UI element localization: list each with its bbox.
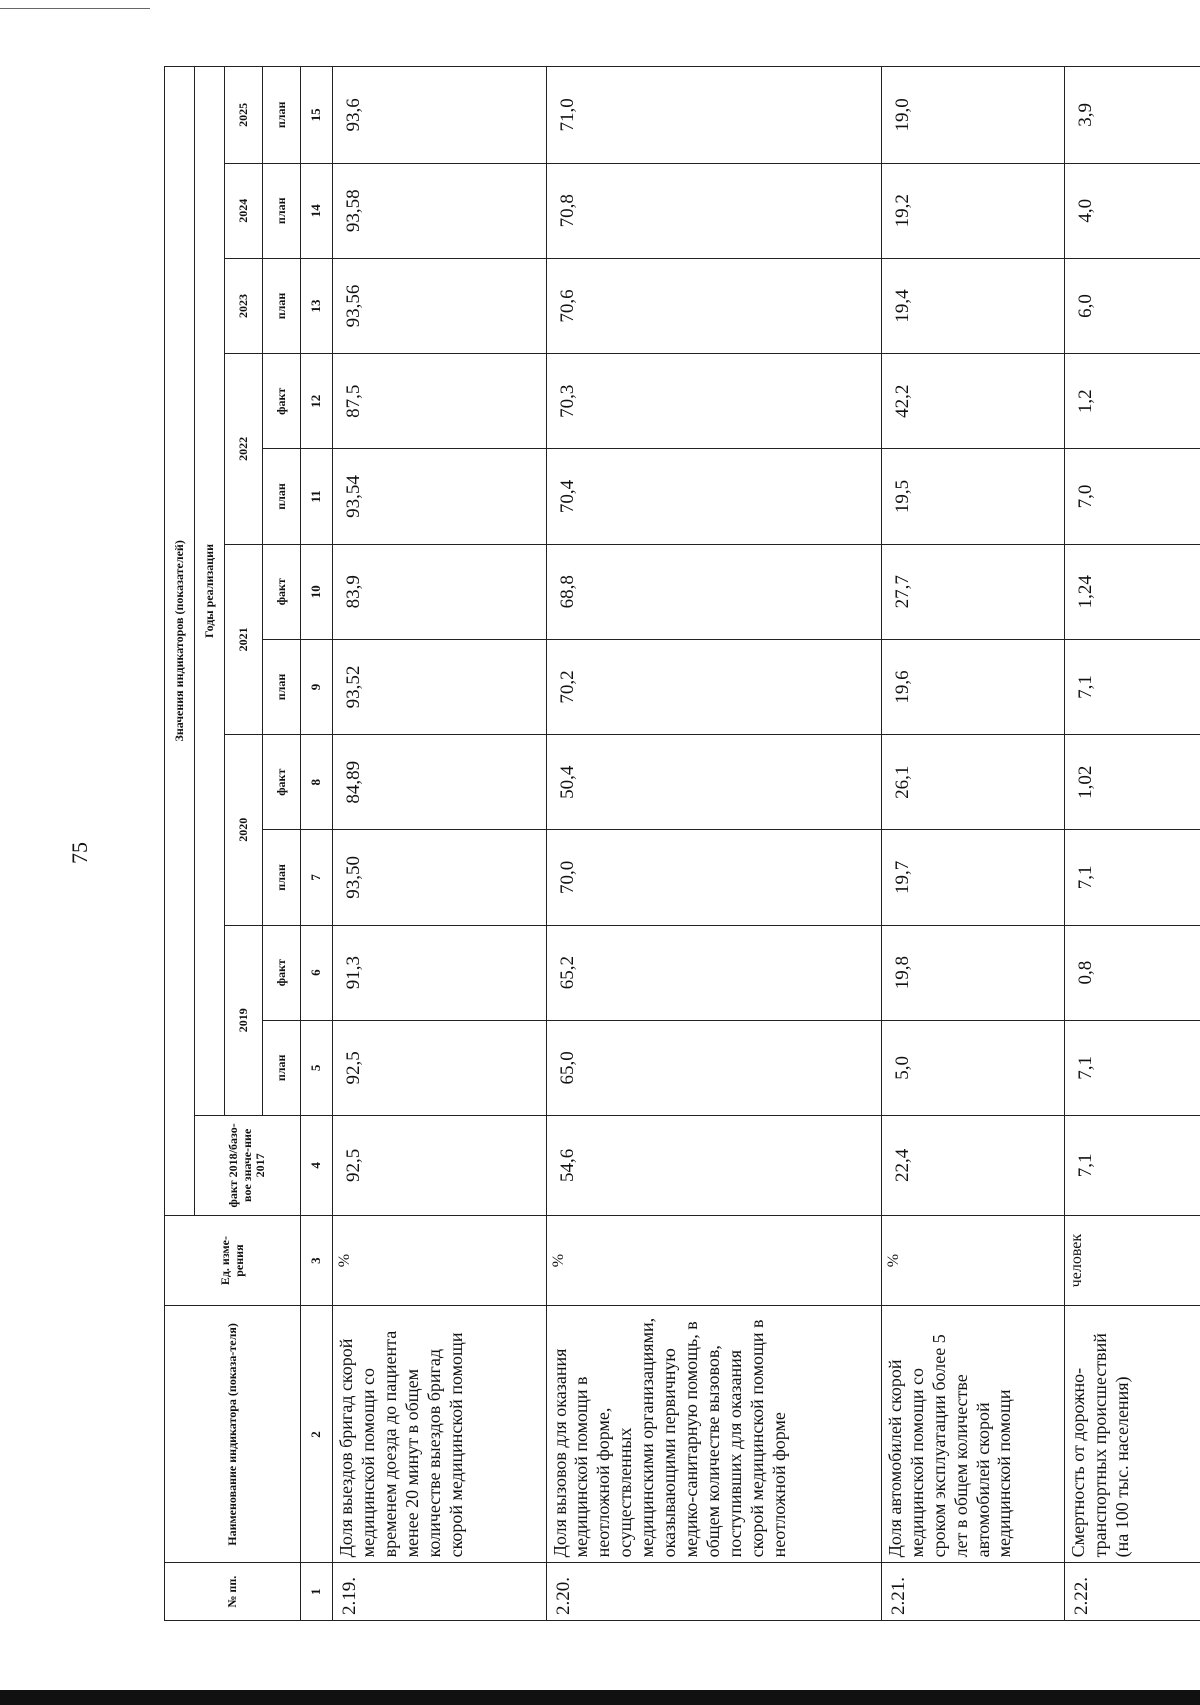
row-value: 71,0 (546, 67, 881, 164)
row-value: 7,1 (1065, 639, 1200, 734)
col-number: 3 (301, 1215, 333, 1306)
sub-header: факт (263, 354, 301, 449)
row-value: 91,3 (333, 925, 547, 1020)
row-value: 26,1 (881, 735, 1065, 830)
sub-header: факт (263, 735, 301, 830)
year-2024: 2024 (225, 163, 263, 258)
col-number: 6 (301, 925, 333, 1020)
row-value: 50,4 (546, 735, 881, 830)
row-value: 1,02 (1065, 735, 1200, 830)
row-value: 93,58 (333, 163, 547, 258)
row-value: 70,3 (546, 354, 881, 449)
row-name: Доля вызовов для оказания медицинской помощи в неотложной форме, осуществленных медицинскими организациями, оказывающими первичную медико-санитарную помощь, в общем количестве вызовов, поступивших для оказания скорой медицинской помощи в неотложной форме (546, 1306, 881, 1563)
year-2025: 2025 (225, 67, 263, 164)
row-value: 19,0 (881, 67, 1065, 164)
row-value: 92,5 (333, 1020, 547, 1115)
col-number: 14 (301, 163, 333, 258)
sub-header: план (263, 449, 301, 544)
row-value: 3,9 (1065, 67, 1200, 164)
row-unit: % (881, 1215, 1065, 1306)
scan-edge-line (0, 8, 150, 9)
table-row (1065, 67, 1200, 1621)
col-number: 12 (301, 354, 333, 449)
col-number: 5 (301, 1020, 333, 1115)
row-value: 70,8 (546, 163, 881, 258)
col-number: 2 (301, 1306, 333, 1563)
row-value: 27,7 (881, 544, 1065, 639)
row-num: 2.22. (1065, 1563, 1200, 1621)
row-num: 2.21. (881, 1563, 1065, 1621)
row-value: 1,24 (1065, 544, 1200, 639)
indicators-table (164, 66, 1200, 1621)
row-unit: человек (1065, 1215, 1200, 1306)
row-value: 19,6 (881, 639, 1065, 734)
page-number: 75 (67, 842, 92, 864)
row-value: 0,8 (1065, 925, 1200, 1020)
col-number: 13 (301, 258, 333, 353)
row-value: 7,1 (1065, 1020, 1200, 1115)
row-value: 93,6 (333, 67, 547, 164)
sub-header: план (263, 639, 301, 734)
row-value: 70,4 (546, 449, 881, 544)
col-number: 10 (301, 544, 333, 639)
row-value: 19,7 (881, 830, 1065, 925)
row-value: 19,8 (881, 925, 1065, 1020)
row-name: Доля автомобилей скорой медицинской помощи со сроком эксплуатации более 5 лет в общем количестве автомобилей скорой медицинской помощи (881, 1306, 1065, 1563)
header-num: № пп. (165, 1563, 301, 1621)
row-value: 84,89 (333, 735, 547, 830)
sub-header: план (263, 67, 301, 164)
row-value: 42,2 (881, 354, 1065, 449)
row-value: 70,2 (546, 639, 881, 734)
row-name: Смертность от дорожно-транспортных происшествий (на 100 тыс. населения) (1065, 1306, 1200, 1563)
col-number: 7 (301, 830, 333, 925)
col-number: 11 (301, 449, 333, 544)
header-unit: Ед. изме-рения (165, 1215, 301, 1306)
row-value: 93,50 (333, 830, 547, 925)
row-value: 19,2 (881, 163, 1065, 258)
year-2023: 2023 (225, 258, 263, 353)
row-num: 2.19. (333, 1563, 547, 1621)
table-row (546, 67, 881, 1621)
row-value: 65,0 (546, 1020, 881, 1115)
row-value: 70,0 (546, 830, 881, 925)
sub-header: план (263, 258, 301, 353)
row-value: 65,2 (546, 925, 881, 1020)
row-value: 92,5 (333, 1116, 547, 1216)
table-row (881, 67, 1065, 1621)
row-value: 22,4 (881, 1116, 1065, 1216)
row-value: 7,1 (1065, 830, 1200, 925)
row-unit: % (333, 1215, 547, 1306)
row-value: 6,0 (1065, 258, 1200, 353)
row-value: 83,9 (333, 544, 547, 639)
row-value: 93,54 (333, 449, 547, 544)
row-value: 19,5 (881, 449, 1065, 544)
row-value: 93,56 (333, 258, 547, 353)
row-value: 7,1 (1065, 1116, 1200, 1216)
sub-header: план (263, 163, 301, 258)
sub-header: факт (263, 925, 301, 1020)
row-value: 87,5 (333, 354, 547, 449)
row-name: Доля выездов бригад скорой медицинской помощи со временем доезда до пациента менее 20 минут в общем количестве выездов бригад скорой медицинской помощи (333, 1306, 547, 1563)
year-2019: 2019 (225, 925, 263, 1115)
row-value: 68,8 (546, 544, 881, 639)
col-number: 1 (301, 1563, 333, 1621)
col-number: 15 (301, 67, 333, 164)
year-2022: 2022 (225, 354, 263, 544)
header-base: факт 2018/базо-вое значе-ние 2017 (195, 1116, 301, 1216)
header-name: Наименование индикатора (показа-теля) (165, 1306, 301, 1563)
sub-header: факт (263, 544, 301, 639)
rotated-table-container (164, 66, 1200, 1621)
row-num: 2.20. (546, 1563, 881, 1621)
row-value: 4,0 (1065, 163, 1200, 258)
row-value: 7,0 (1065, 449, 1200, 544)
col-number: 4 (301, 1116, 333, 1216)
sub-header: план (263, 830, 301, 925)
row-value: 1,2 (1065, 354, 1200, 449)
year-2020: 2020 (225, 735, 263, 925)
col-number: 9 (301, 639, 333, 734)
row-value: 54,6 (546, 1116, 881, 1216)
year-2021: 2021 (225, 544, 263, 734)
row-value: 70,6 (546, 258, 881, 353)
row-value: 19,4 (881, 258, 1065, 353)
col-number: 8 (301, 735, 333, 830)
row-value: 93,52 (333, 639, 547, 734)
header-years-title: Годы реализации (195, 67, 225, 1116)
sub-header: план (263, 1020, 301, 1115)
row-unit: % (546, 1215, 881, 1306)
row-value: 5,0 (881, 1020, 1065, 1115)
header-indicators: Значения индикаторов (показателей) (165, 67, 195, 1216)
table-row (333, 67, 547, 1621)
scan-bottom-edge (0, 1690, 1200, 1705)
